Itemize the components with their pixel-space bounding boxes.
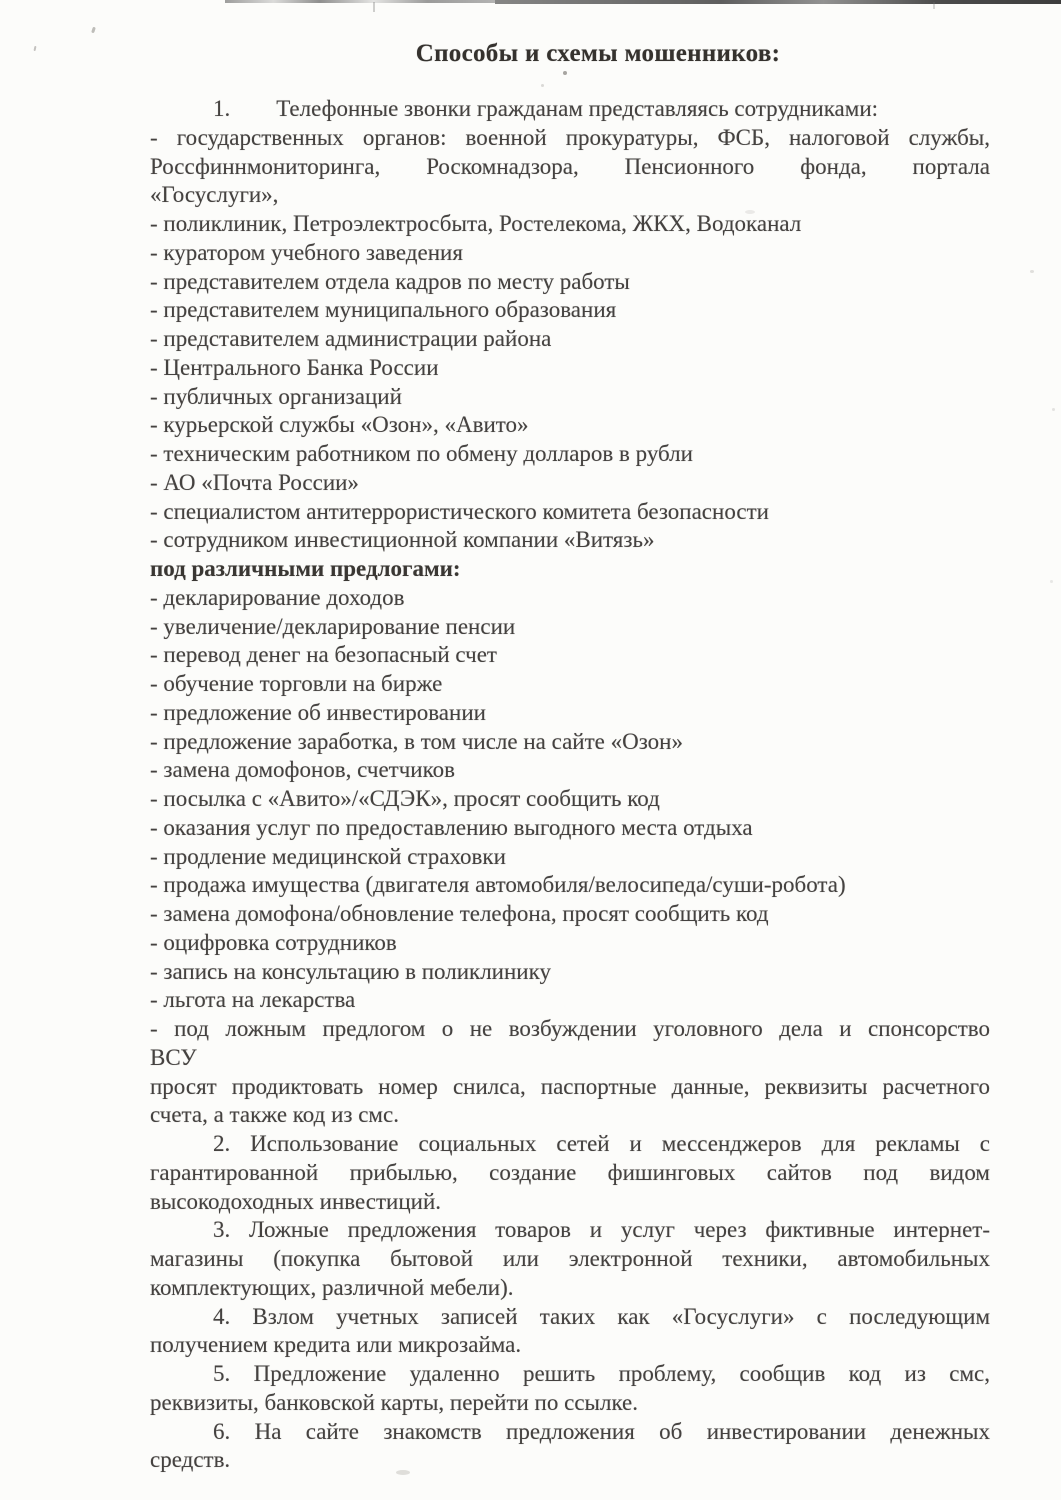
text-line: - оказания услуг по предоставлению выгодного места отдыха xyxy=(150,814,753,840)
text-line: 1. Телефонные звонки гражданам представляясь сотрудниками: xyxy=(213,96,879,121)
text-line: гарантированной прибылью, создание фишинговых сайтов под видом xyxy=(150,1159,990,1185)
text-line: - под ложным предлогом о не возбуждении уголовного дела и спонсорство xyxy=(150,1016,990,1041)
text-line: - запись на консультацию в поликлинику xyxy=(150,958,551,984)
scan-edge-artifact xyxy=(495,0,1061,4)
text-line: - техническим работником по обмену долларов в рубли xyxy=(150,441,693,466)
text-line: магазины (покупка бытовой или электронной техники, автомобильных xyxy=(150,1246,990,1271)
text-line: - государственных органов: военной прокуратуры, ФСБ, налоговой службы, xyxy=(150,124,990,150)
scan-speck xyxy=(1030,270,1034,273)
text-line: просят продиктовать номер снилса, паспортные данные, реквизиты расчетного xyxy=(150,1073,990,1099)
text-line: - оцифровка сотрудников xyxy=(150,929,397,955)
text-line: - поликлиник, Петроэлектросбыта, Ростелекома, ЖКХ, Водоканал xyxy=(150,211,802,236)
scan-speck xyxy=(563,71,567,75)
scan-speck xyxy=(91,27,96,34)
text-line: 5. Предложение удаленно решить проблему, сообщив код из смс, xyxy=(213,1361,990,1386)
text-line: 6. На сайте знакомств предложения об инвестировании денежных xyxy=(213,1418,990,1444)
scan-speck xyxy=(541,84,544,87)
text-line: 2. Использование социальных сетей и мессенджеров для рекламы с xyxy=(213,1131,990,1156)
text-line: реквизиты, банковской карты, перейти по ссылке. xyxy=(150,1389,639,1415)
text-line: - посылка с «Авито»/«СДЭК», просят сообщить код xyxy=(150,786,660,811)
text-line: - Центрального Банка России xyxy=(150,354,439,380)
scan-edge-artifact xyxy=(225,0,495,3)
text-line: - АО «Почта России» xyxy=(150,469,359,495)
text-line: - продление медицинской страховки xyxy=(150,843,506,869)
text-line: - предложение об инвестировании xyxy=(150,699,486,725)
text-line: - представителем муниципального образования xyxy=(150,297,617,323)
text-line: - обучение торговли на бирже xyxy=(150,671,443,696)
text-line: - курьерской службы «Озон», «Авито» xyxy=(150,412,529,438)
text-line: счета, а также код из смс. xyxy=(150,1102,399,1128)
scan-speck xyxy=(34,46,37,51)
scan-speck xyxy=(1050,580,1053,583)
text-line: высокодоходных инвестиций. xyxy=(150,1188,442,1214)
document-body xyxy=(150,95,990,1475)
text-line: - предложение заработка, в том числе на сайте «Озон» xyxy=(150,728,683,754)
text-line: - представителем администрации района xyxy=(150,326,552,351)
text-line: комплектующих, различной мебели). xyxy=(150,1274,514,1300)
text-line: - представителем отдела кадров по месту работы xyxy=(150,268,630,294)
text-line: - перевод денег на безопасный счет xyxy=(150,642,497,668)
text-line: - декларирование доходов xyxy=(150,584,405,610)
text-line: ВСУ xyxy=(150,1044,197,1070)
text-line: - публичных организаций xyxy=(150,383,402,409)
scan-artifact xyxy=(373,2,375,12)
scan-artifact xyxy=(933,2,935,9)
text-line: получением кредита или микрозайма. xyxy=(150,1332,522,1358)
text-line: - увеличение/декларирование пенсии xyxy=(150,613,516,639)
text-line: Россфиннмониторинга, Роскомнадзора, Пенсионного фонда, портала xyxy=(150,153,990,179)
text-line: - куратором учебного заведения xyxy=(150,239,463,265)
text-line: - сотрудником инвестиционной компании «Витязь» xyxy=(150,527,655,553)
text-line: «Госуслуги», xyxy=(150,182,279,208)
text-line: под различными предлогами: xyxy=(150,556,461,581)
document-title: Способы и схемы мошенников: xyxy=(415,40,781,67)
text-line: - льгота на лекарства xyxy=(150,987,356,1013)
text-line: - продажа имущества (двигателя автомобиля/велосипеда/суши-робота) xyxy=(150,872,846,898)
text-line: средств. xyxy=(150,1447,231,1473)
text-line: - замена домофона/обновление телефона, просят сообщить код xyxy=(150,901,769,926)
text-line: - замена домофонов, счетчиков xyxy=(150,757,455,783)
scan-speck xyxy=(1052,408,1055,411)
text-line: 4. Взлом учетных записей таких как «Госуслуги» с последующим xyxy=(213,1303,990,1329)
text-line: 3. Ложные предложения товаров и услуг через фиктивные интернет- xyxy=(213,1217,990,1243)
text-line: - специалистом антитеррористического комитета безопасности xyxy=(150,498,769,524)
